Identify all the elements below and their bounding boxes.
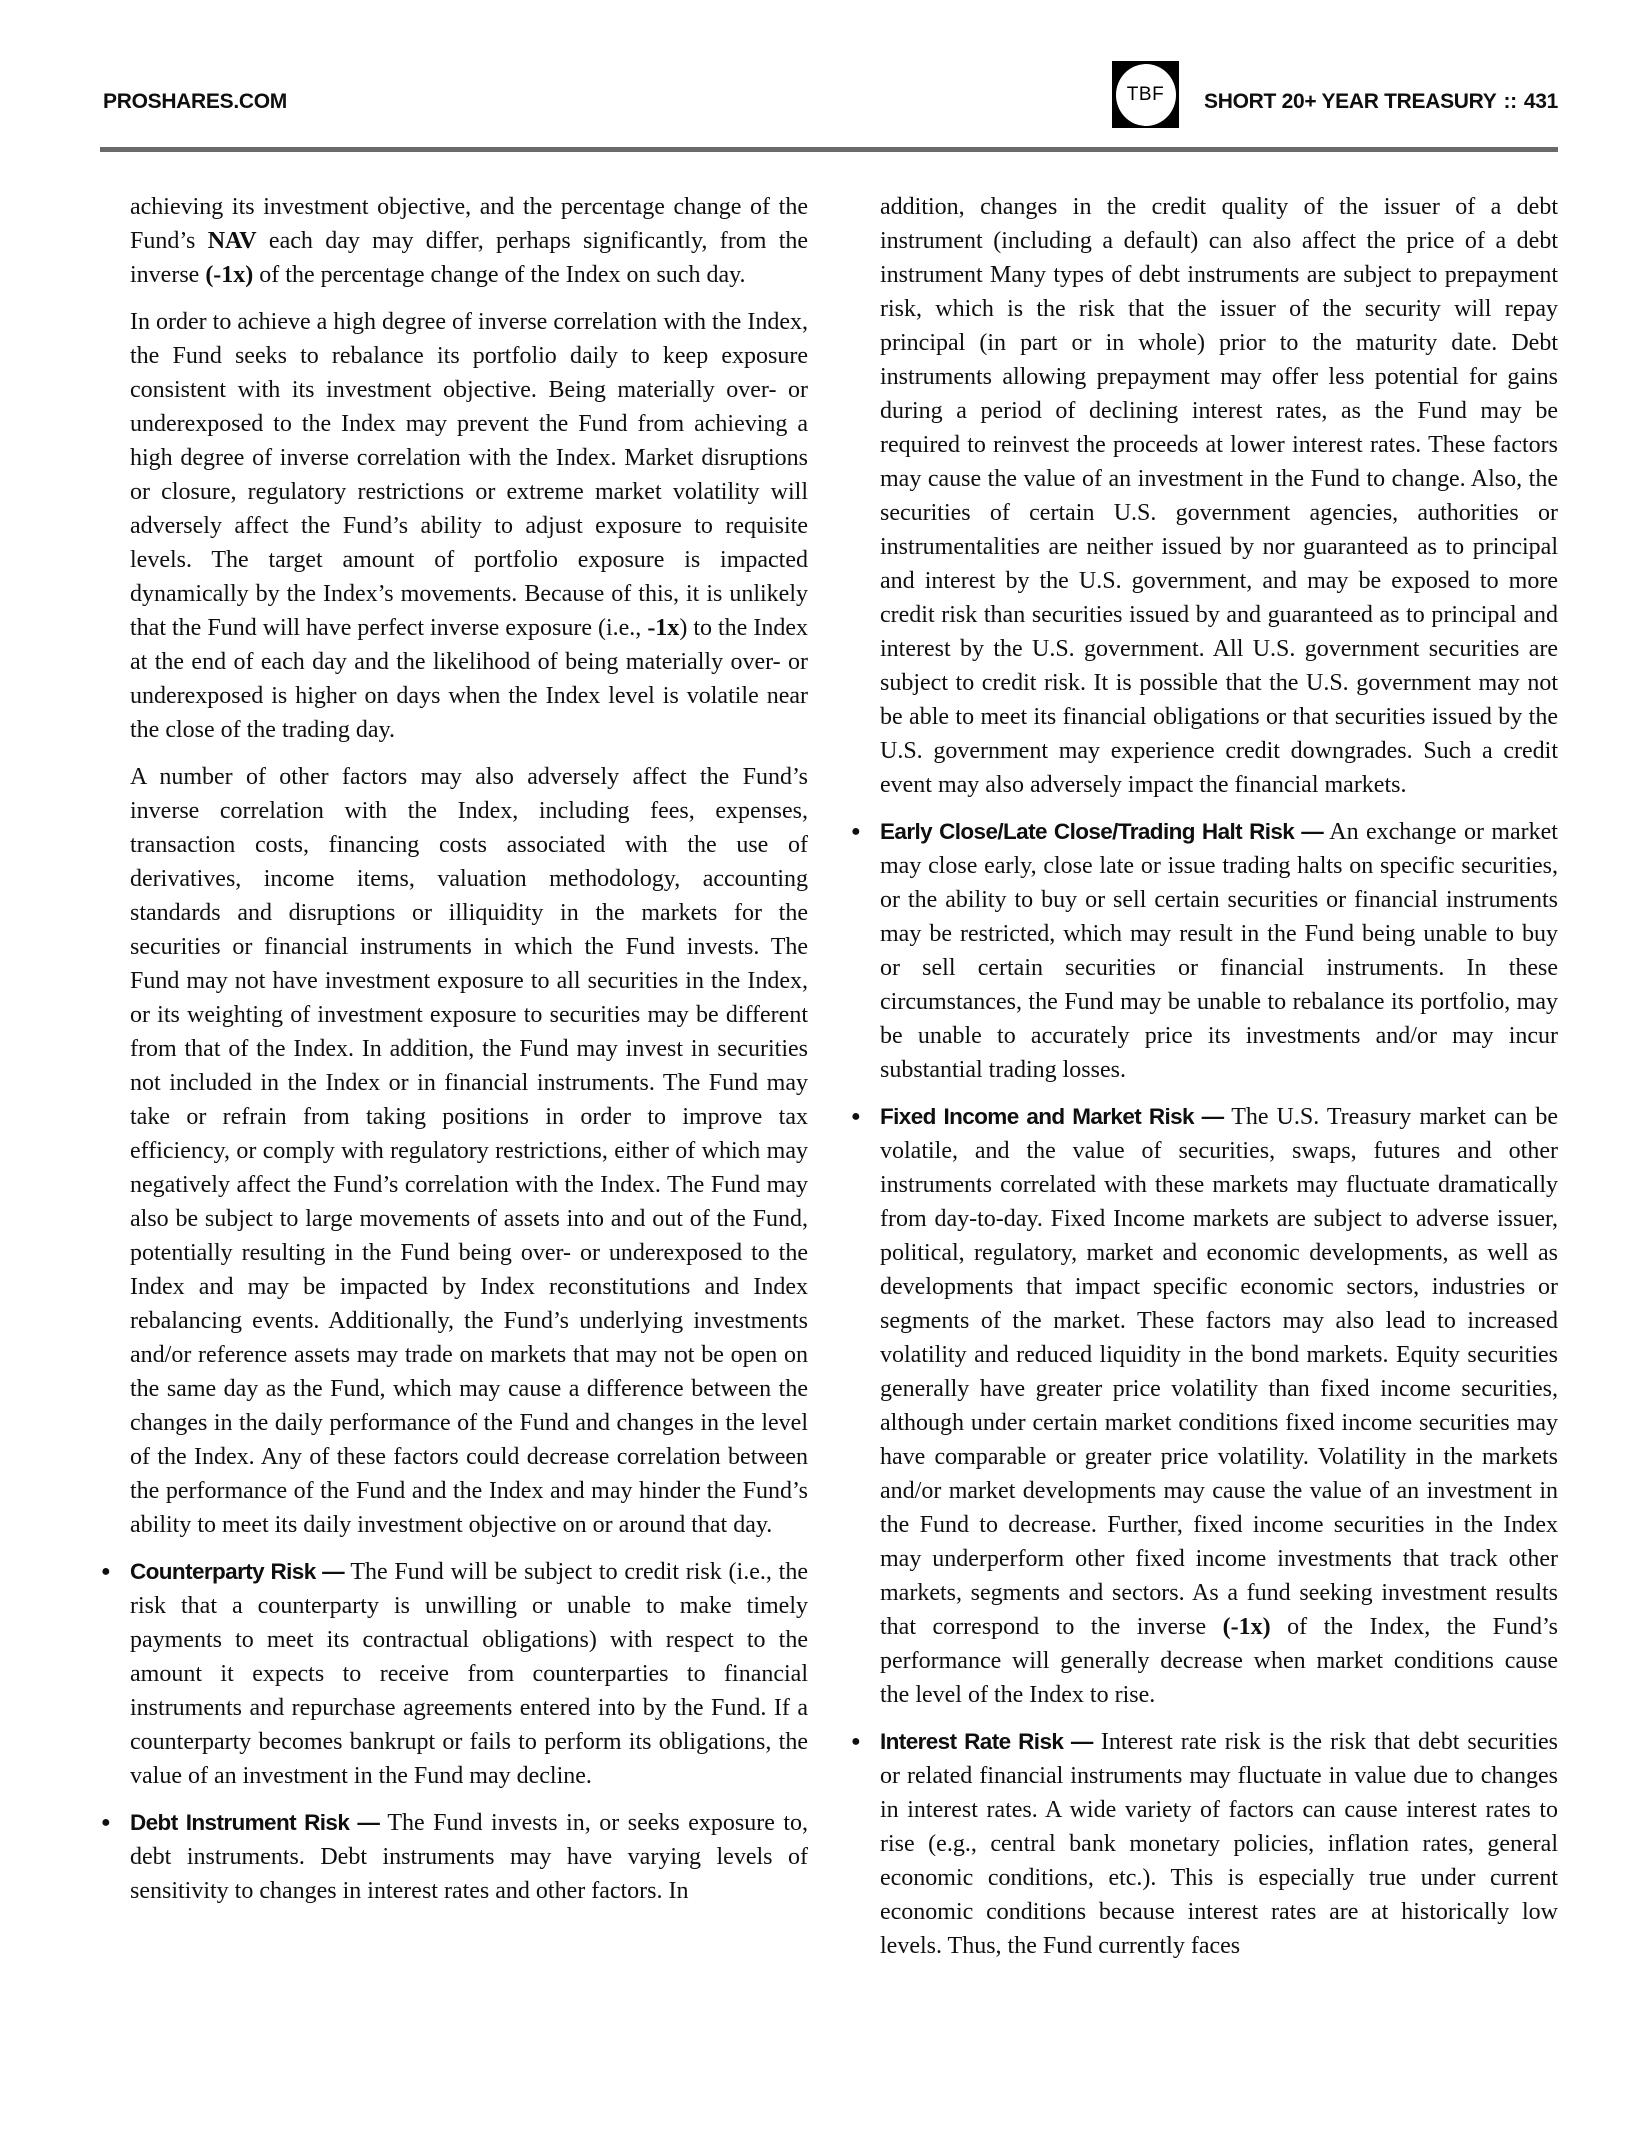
risk-heading: Counterparty Risk — xyxy=(130,1559,344,1584)
risk-bullet-item xyxy=(101,1806,809,1908)
paragraph xyxy=(130,190,808,292)
bullet-icon: ● xyxy=(101,1563,111,1580)
bullet-icon: ● xyxy=(851,1733,861,1750)
risk-heading: Early Close/Late Close/Trading Halt Risk — xyxy=(880,819,1324,844)
body-text: of the Index, the Fund’s performance will generally decrease when market conditions cause the level of the Index to rise. xyxy=(880,1614,1558,1708)
body-text: of the percentage change of the Index on such day. xyxy=(253,262,746,288)
bullet-icon: ● xyxy=(851,823,861,840)
body-text: Interest rate risk is the risk that debt securities or related financial instruments may fluctuate in value due to changes in interest rates. A wide variety of factors can cause interest rates to rise (e.g., central bank monetary policies, inflation rates, general economic conditions, etc.). This is especially true under current economic conditions because interest rates are at historically low levels. Thus, the Fund currently faces xyxy=(880,1729,1559,1959)
ticker-circle xyxy=(1116,64,1176,126)
body-text: each day may differ, perhaps significantly, from the inverse xyxy=(130,228,809,288)
bold-text: -1x xyxy=(647,615,680,641)
body-text: The Fund invests in, or seeks exposure to, debt instruments. Debt instruments may have varying levels of sensitivity to changes in interest rates and other factors. In xyxy=(130,1810,809,1904)
text-column-right xyxy=(851,190,1559,2125)
body-text: The Fund will be subject to credit risk (i.e., the risk that a counterparty is unwilling or unable to make timely payments to meet its contractual obligations) with respect to the amount it expects to receive from counterparties to financial instruments and repurchase agreements entered into by the Fund. If a counterparty becomes bankrupt or fails to perform its obligations, the value of an investment in the Fund may decline. xyxy=(130,1559,808,1789)
ticker-logo xyxy=(1112,61,1179,128)
risk-bullet-item xyxy=(851,815,1558,1087)
paragraph xyxy=(880,190,1558,802)
risk-bullet-item xyxy=(851,1100,1558,1712)
header-divider xyxy=(100,147,1558,152)
site-url: PROSHARES.COM xyxy=(103,90,287,113)
risk-heading: Debt Instrument Risk — xyxy=(130,1810,380,1835)
risk-heading: Fixed Income and Market Risk — xyxy=(880,1104,1224,1129)
risk-heading: Interest Rate Risk — xyxy=(880,1729,1093,1754)
text-column-left xyxy=(101,190,809,2125)
body-text: achieving its investment objective, and the percentage change of the Fund’s xyxy=(130,194,808,254)
page-number: 431 xyxy=(1523,90,1558,113)
paragraph xyxy=(130,760,808,1542)
body-text: addition, changes in the credit quality of the issuer of a debt instrument (including a default) can also affect the price of a debt instrument Many types of debt instruments are subject to prepayment risk, which is the risk that the issuer of the security will repay principal (in part or in whole) prior to the maturity date. Debt instruments allowing prepayment may offer less potential for gains during a period of declining interest rates, as the Fund may be required to reinvest the proceeds at lower interest rates. These factors may cause the value of an investment in the Fund to change. Also, the securities of certain U.S. government agencies, authorities or instrumentalities are neither issued by nor guaranteed as to principal and interest by the U.S. government, and may be exposed to more credit risk than securities issued by and guaranteed as to principal and interest by the U.S. government. All U.S. government securities are subject to credit risk. It is possible that the U.S. government may not be able to meet its financial obligations or that securities issued by the U.S. government may experience credit downgrades. Such a credit event may also adversely impact the financial markets. xyxy=(880,194,1558,798)
body-text: In order to achieve a high degree of inverse correlation with the Index, the Fund seeks to rebalance its portfolio daily to keep exposure consistent with its investment objective. Being materially over- or underexposed to the Index may prevent the Fund from achieving a high degree of inverse correlation with the Index. Market disruptions or closure, regulatory restrictions or extreme market volatility will adversely affect the Fund’s ability to adjust exposure to requisite levels. The target amount of portfolio exposure is impacted dynamically by the Index’s movements. Because of this, it is unlikely that the Fund will have perfect inverse exposure (i.e., xyxy=(130,309,808,641)
body-text: The U.S. Treasury market can be volatile, and the value of securities, swaps, futures and other instruments correlated with these markets may fluctuate dramatically from day-to-day. Fixed Income markets are subject to adverse issuer, political, regulatory, market and economic developments, as well as developments that impact specific economic sectors, industries or segments of the market. These factors may also lead to increased volatility and reduced liquidity in the bond markets. Equity securities generally have greater price volatility than fixed income securities, although under certain market conditions fixed income securities may have comparable or greater price volatility. Volatility in the markets and/or market developments may cause the value of an investment in the Fund to decrease. Further, fixed income securities in the Index may underperform other fixed income investments that track other markets, segments and sectors. As a fund seeking investment results that correspond to the inverse xyxy=(880,1104,1558,1640)
ticker-label: TBF xyxy=(1126,83,1165,105)
bullet-icon: ● xyxy=(101,1814,111,1831)
body-text: ) to the Index at the end of each day and the likelihood of being materially over- or underexposed is higher on days when the Index level is volatile near the close of the trading day. xyxy=(130,615,808,743)
title-separator: :: xyxy=(1503,90,1517,113)
bold-text: NAV xyxy=(207,228,257,254)
body-text: A number of other factors may also adversely affect the Fund’s inverse correlation with the Index, including fees, expenses, transaction costs, financing costs associated with the use of derivatives, income items, valuation methodology, accounting standards and disruptions or illiquidity in the markets for the securities or financial instruments in which the Fund invests. The Fund may not have investment exposure to all securities in the Index, or its weighting of investment exposure to securities may be different from that of the Index. In addition, the Fund may invest in securities not included in the Index or in financial instruments. The Fund may take or refrain from taking positions in order to improve tax efficiency, or comply with regulatory restrictions, either of which may negatively affect the Fund’s correlation with the Index. The Fund may also be subject to large movements of assets into and out of the Fund, potentially resulting in the Fund being over- or underexposed to the Index and may be impacted by Index reconstitutions and Index rebalancing events. Additionally, the Fund’s underlying investments and/or reference assets may trade on markets that may not be open on the same day as the Fund, which may cause a difference between the changes in the daily performance of the Fund and changes in the level of the Index. Any of these factors could decrease correlation between the performance of the Fund and the Index and may hinder the Fund’s ability to meet its daily investment objective on or around that day. xyxy=(130,764,808,1538)
paragraph xyxy=(130,305,808,747)
bullet-icon: ● xyxy=(851,1108,861,1125)
fund-title xyxy=(1204,90,1558,114)
bold-text: (-1x) xyxy=(205,262,254,288)
risk-bullet-item xyxy=(851,1725,1559,1963)
bold-text: (-1x) xyxy=(1222,1614,1271,1640)
risk-bullet-item xyxy=(101,1555,808,1793)
body-text: An exchange or market may close early, close late or issue trading halts on specific securities, or the ability to buy or sell certain securities or financial instruments may be restricted, which may result in the Fund being unable to buy or sell certain securities or financial instruments. In these circumstances, the Fund may be unable to rebalance its portfolio, may be unable to accurately price its investments and/or may incur substantial trading losses. xyxy=(880,819,1558,1083)
fund-name: SHORT 20+ YEAR TREASURY xyxy=(1204,90,1497,113)
